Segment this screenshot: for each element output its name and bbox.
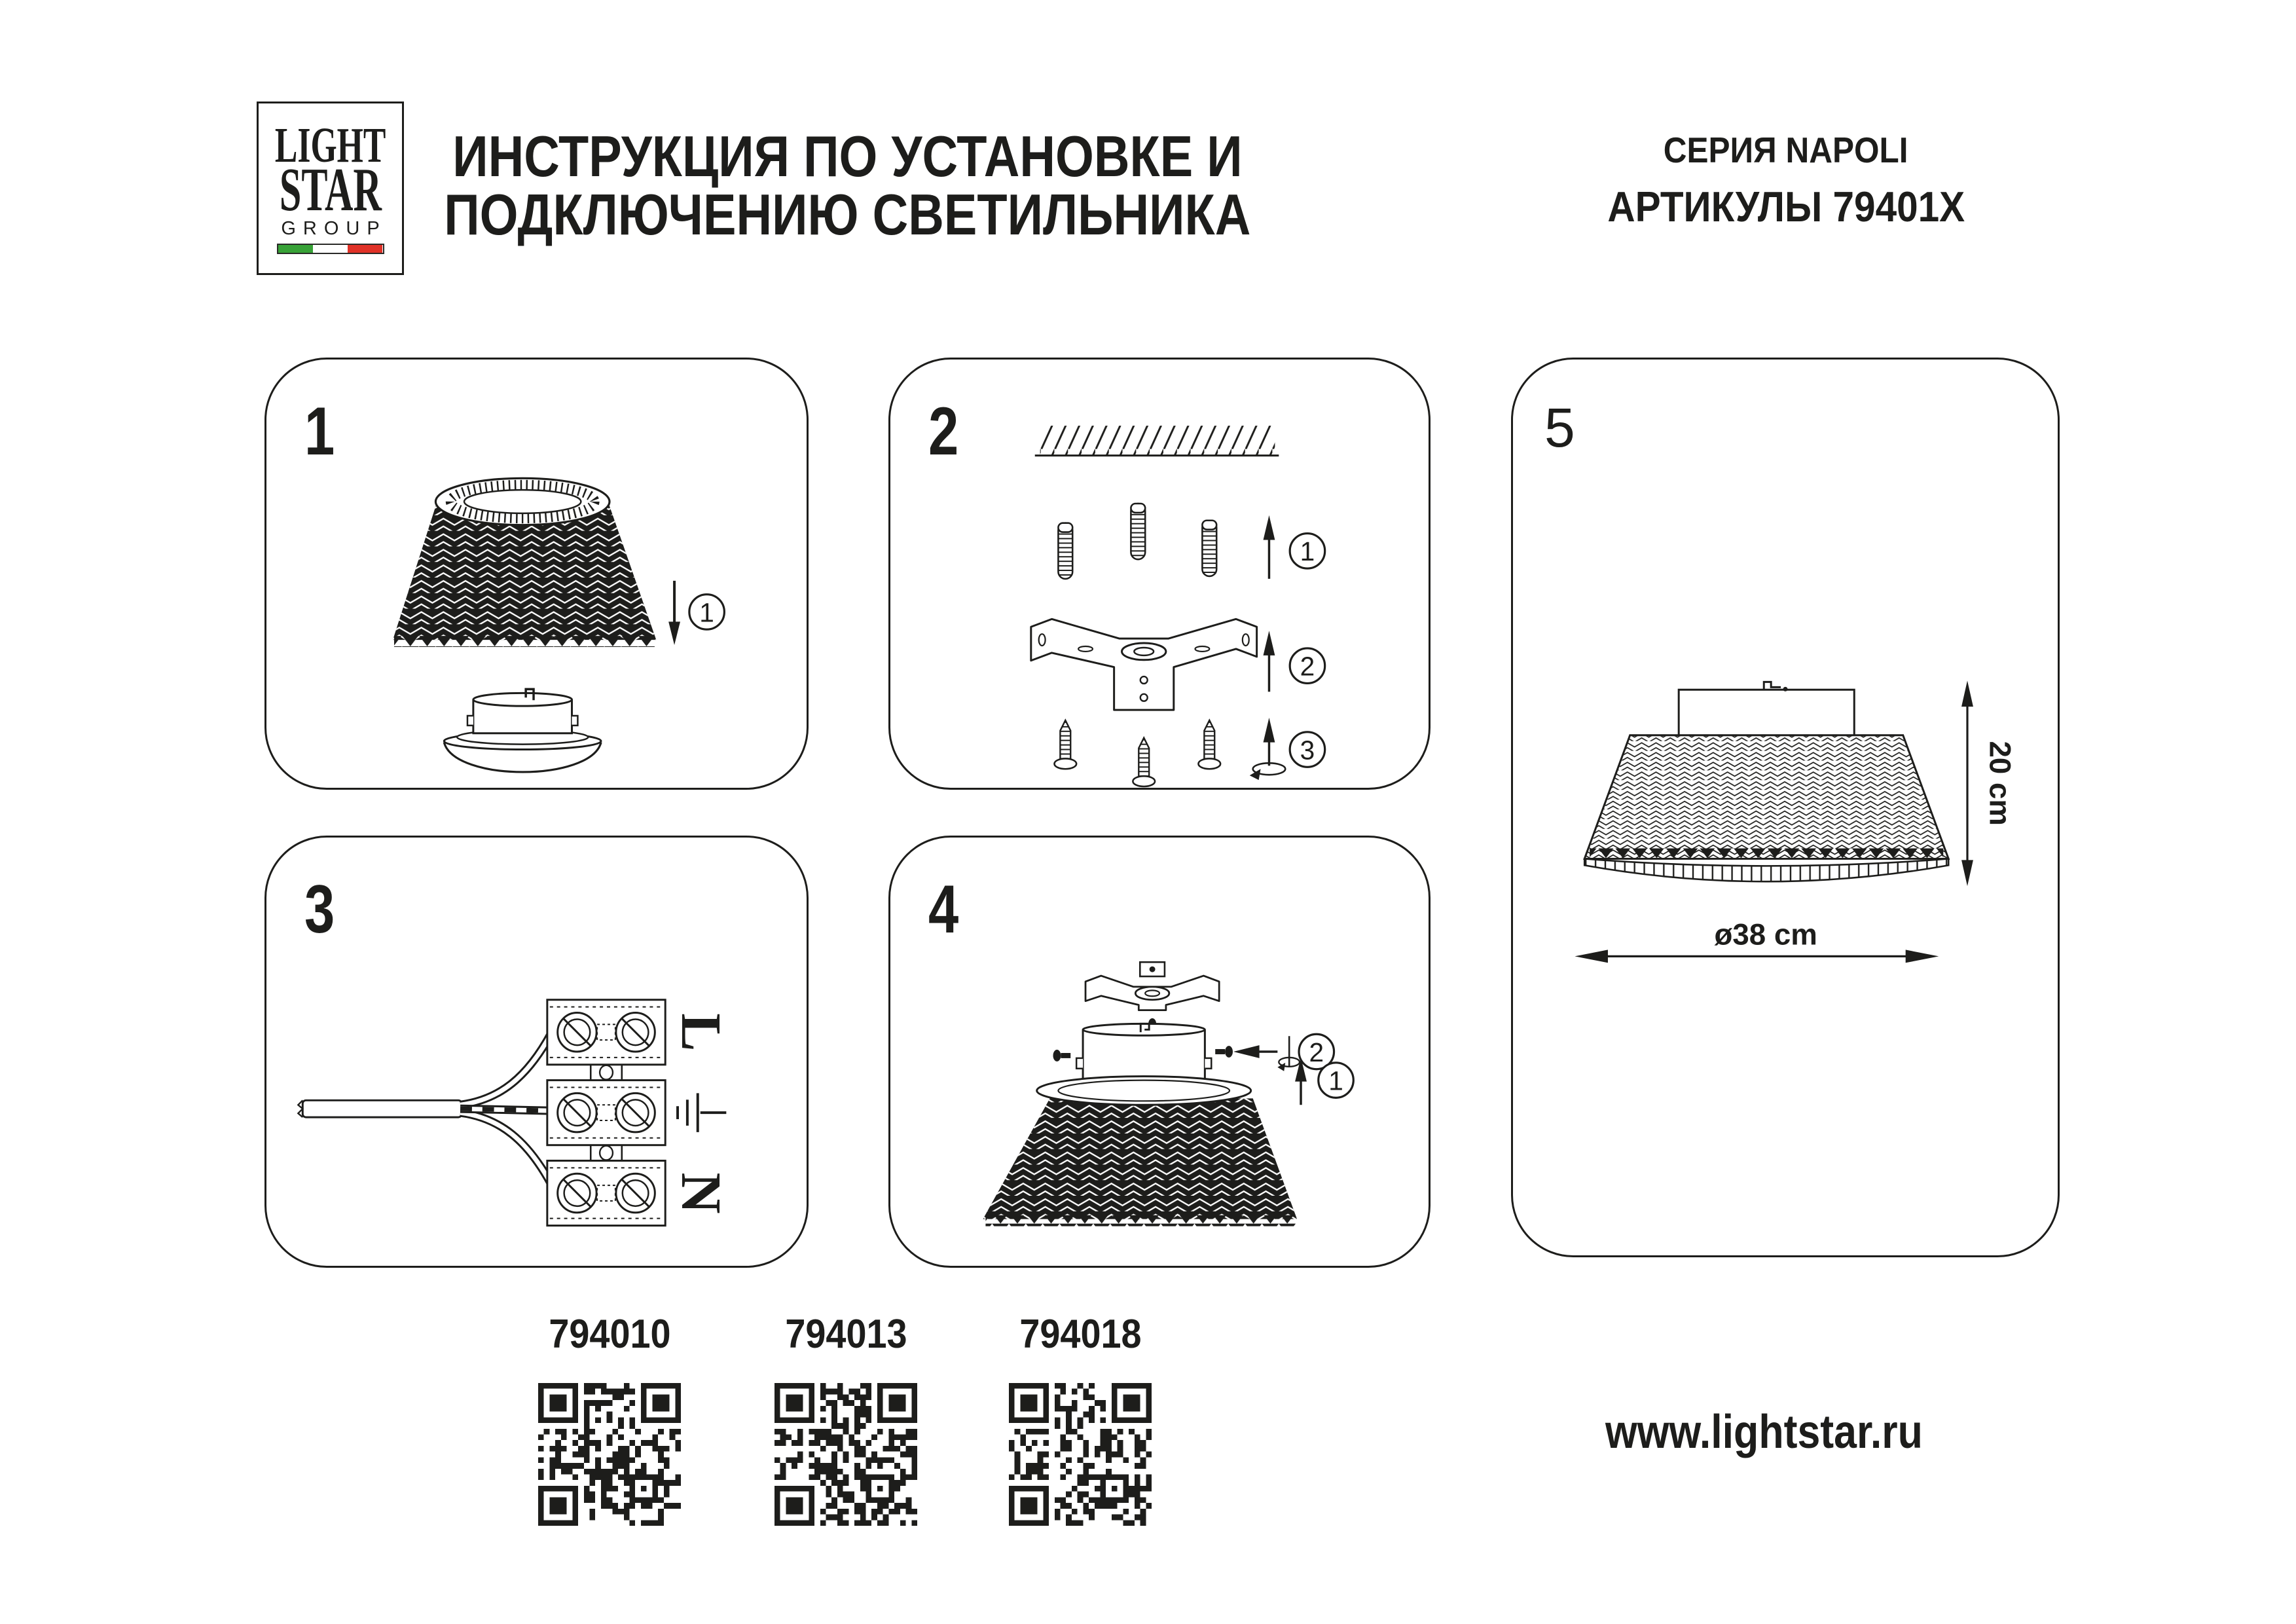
website-url: www.lightstar.ru [1605,1406,1923,1458]
qr-code [538,1383,681,1526]
svg-text:1: 1 [1328,1065,1343,1096]
left-arrow-icon [1233,1045,1277,1058]
step1-drawing [266,360,807,788]
step3-drawing [266,838,807,1266]
qr-code [774,1383,917,1526]
series-block [1511,131,2061,229]
wall-plug [1131,504,1145,559]
step5-drawing [1513,360,2058,1255]
side-screw [1215,1046,1233,1058]
svg-text:2: 2 [1309,1037,1324,1067]
down-arrow-icon [668,581,680,645]
article-number: 794018 [1019,1312,1142,1357]
qr-code [1009,1383,1152,1526]
page-title [264,118,1430,247]
diameter-dimension [1575,917,1939,963]
lamp-body [1076,1024,1211,1080]
ceiling-hatch [1035,426,1279,456]
annotation-circle-1 [1319,1063,1354,1098]
step-number: 1 [304,394,335,470]
step2-drawing [890,360,1429,788]
step-number: 4 [928,872,959,948]
step-panel-5 [1511,358,2060,1257]
height-label: 20 cm [1983,741,2017,826]
step-panel-3 [264,836,809,1268]
mounting-bracket [1031,619,1257,710]
step-number: 5 [1544,397,1575,458]
diameter-label: ø38 cm [1714,917,1817,951]
line-wire [460,1033,551,1105]
flag-green-stripe [278,245,313,253]
italian-flag-icon [277,244,384,254]
annotation-circle-2 [1290,648,1325,684]
height-dimension [1961,680,2017,886]
terminal-cell [547,1000,665,1065]
wall-plug [1058,523,1072,579]
wall-plug [1202,521,1216,576]
svg-text:1: 1 [1300,536,1315,567]
rotation-arrow-icon [1277,1036,1300,1071]
line-terminal-label: L [669,1013,733,1052]
power-cable [298,1100,462,1117]
neutral-terminal-label: N [669,1172,733,1214]
flag-red-stripe [348,245,382,253]
screw [1198,720,1220,769]
step-number: 2 [928,394,959,470]
terminal-block [547,1000,665,1226]
annotation-circle-3 [1290,732,1325,767]
up-arrow-icon [1264,631,1275,692]
side-screw [1053,1050,1070,1061]
up-arrow-icon [1264,718,1275,766]
rotation-arrow-icon [1250,763,1286,780]
articles-label: АРТИКУЛЫ 79401X [1607,183,1965,231]
earth-icon [678,1093,726,1132]
step-panel-4 [888,836,1430,1268]
pleated-shade [393,478,656,647]
svg-text:3: 3 [1300,735,1315,766]
series-label: СЕРИЯ NAPOLI [1664,130,1908,170]
annotation-circle-1 [689,595,725,630]
step-panel-1 [264,358,809,790]
lamp-base [444,689,601,772]
flag-white-stripe [313,245,348,253]
step4-drawing [890,838,1429,1266]
step-number: 3 [304,872,335,948]
logo-word-light: LIGHT [274,118,386,173]
article-number: 794013 [784,1312,907,1357]
pleated-shade [983,1077,1297,1227]
annotation-circle-1 [1290,534,1325,569]
article-number: 794010 [548,1312,671,1357]
up-arrow-icon [1264,515,1275,579]
logo-word-group: GROUP [281,218,387,239]
lamp-side-view [1584,682,1948,881]
neutral-wire [460,1113,551,1184]
terminal-cell [547,1080,665,1145]
title-line-1: ИНСТРУКЦИЯ ПО УСТАНОВКЕ И [452,124,1243,189]
title-line-2: ПОДКЛЮЧЕНИЮ СВЕТИЛЬНИКА [443,182,1251,247]
screw [1054,720,1076,769]
screw [1133,738,1155,786]
logo-word-star: STAR [279,156,382,224]
mounting-bracket [1085,962,1219,1010]
terminal-cell [547,1160,665,1225]
svg-text:2: 2 [1300,651,1315,682]
earth-wire [460,1109,551,1111]
svg-text:1: 1 [699,597,714,628]
step-panel-2 [888,358,1430,790]
